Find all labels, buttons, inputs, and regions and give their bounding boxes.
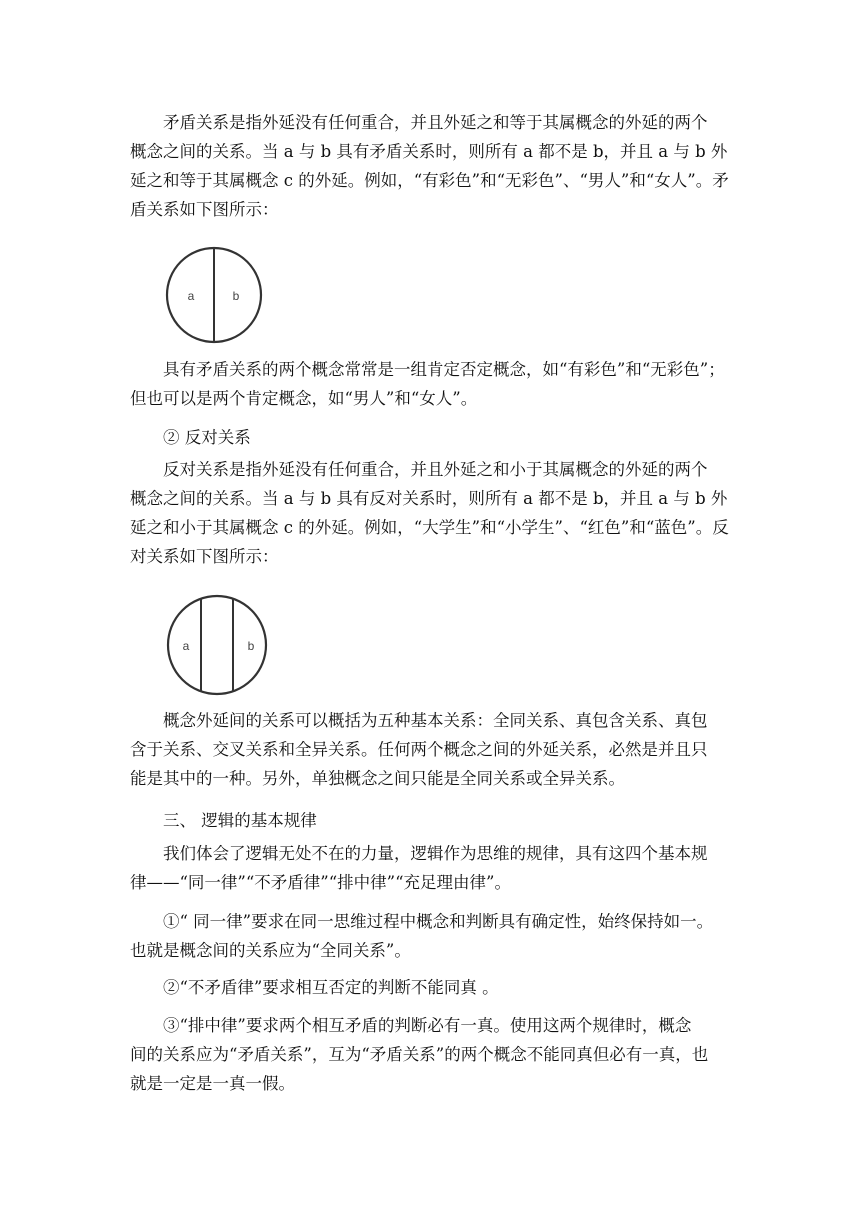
text-line: 反对关系是指外延没有任何重合，并且外延之和小于其属概念的外延的两个 [163, 460, 708, 479]
paragraph-law-of-excluded-middle [130, 1012, 734, 1099]
section-heading-text: 三、 逻辑的基本规律 [163, 811, 317, 830]
text-line: 概念外延间的关系可以概括为五种基本关系：全同关系、真包含关系、真包 [163, 711, 708, 730]
paragraph-law-of-identity [130, 908, 734, 966]
diagram-label-b: b [232, 289, 240, 303]
text-line: 就是一定是一真一假。 [130, 1074, 295, 1093]
text-line: 能是其中的一种。另外，单独概念之间只能是全同关系或全异关系。 [130, 769, 625, 788]
diagram-label-a: a [182, 639, 190, 653]
text-line: 间的关系应为“矛盾关系”，互为“矛盾关系”的两个概念不能同真但必有一真，也 [130, 1045, 709, 1064]
paragraph-contrary-definition [130, 456, 734, 572]
text-line: 对关系如下图所示： [130, 547, 279, 566]
paragraph-five-relations [130, 707, 734, 794]
text-line: 我们体会了逻辑无处不在的力量，逻辑作为思维的规律，具有这四个基本规 [163, 844, 708, 863]
diagram-label-b: b [247, 639, 255, 653]
text-line: 概念之间的关系。当 a 与 b 具有反对关系时，则所有 a 都不是 b，并且 a 与 b 外 [130, 489, 728, 508]
heading-text: ② 反对关系 [163, 428, 251, 447]
text-line: 律——“同一律”“不矛盾律”“排中律”“充足理由律”。 [130, 873, 511, 892]
text-line: ①“ 同一律”要求在同一思维过程中概念和判断具有确定性，始终保持如一。 [163, 912, 714, 931]
diagram-label-a: a [187, 289, 195, 303]
paragraph-contradiction-definition [130, 109, 734, 225]
section-heading [130, 807, 734, 836]
text-line: 盾关系如下图所示： [130, 200, 279, 219]
text-line: 也就是概念间的关系应为“全同关系”。 [130, 941, 411, 960]
text-line: 延之和等于其属概念 c 的外延。例如，“有彩色”和“无彩色”、“男人”和“女人”。矛 [130, 171, 729, 190]
paragraph-law-of-noncontradiction [130, 974, 734, 1003]
paragraph-contradiction-note [130, 356, 734, 414]
text-line: 含于关系、交叉关系和全异关系。任何两个概念之间的外延关系，必然是并且只 [130, 740, 708, 759]
subheading-contrary-relation [130, 424, 734, 453]
text-line: 延之和小于其属概念 c 的外延。例如，“大学生”和“小学生”、“红色”和“蓝色”。反 [130, 518, 729, 537]
text-line: 但也可以是两个肯定概念，如“男人”和“女人”。 [130, 389, 478, 408]
contrary-diagram [164, 593, 272, 697]
text-line: 概念之间的关系。当 a 与 b 具有矛盾关系时，则所有 a 都不是 b，并且 a 与 b 外 [130, 142, 728, 161]
text-line: ③“排中律”要求两个相互矛盾的判断必有一真。使用这两个规律时，概念 [163, 1016, 692, 1035]
text-line: ②“不矛盾律”要求相互否定的判断不能同真 。 [163, 978, 499, 997]
text-line: 矛盾关系是指外延没有任何重合，并且外延之和等于其属概念的外延的两个 [163, 113, 708, 132]
contradiction-diagram [163, 245, 267, 345]
text-line: 具有矛盾关系的两个概念常常是一组肯定否定概念，如“有彩色”和“无彩色”； [163, 360, 725, 379]
paragraph-four-laws [130, 840, 734, 898]
